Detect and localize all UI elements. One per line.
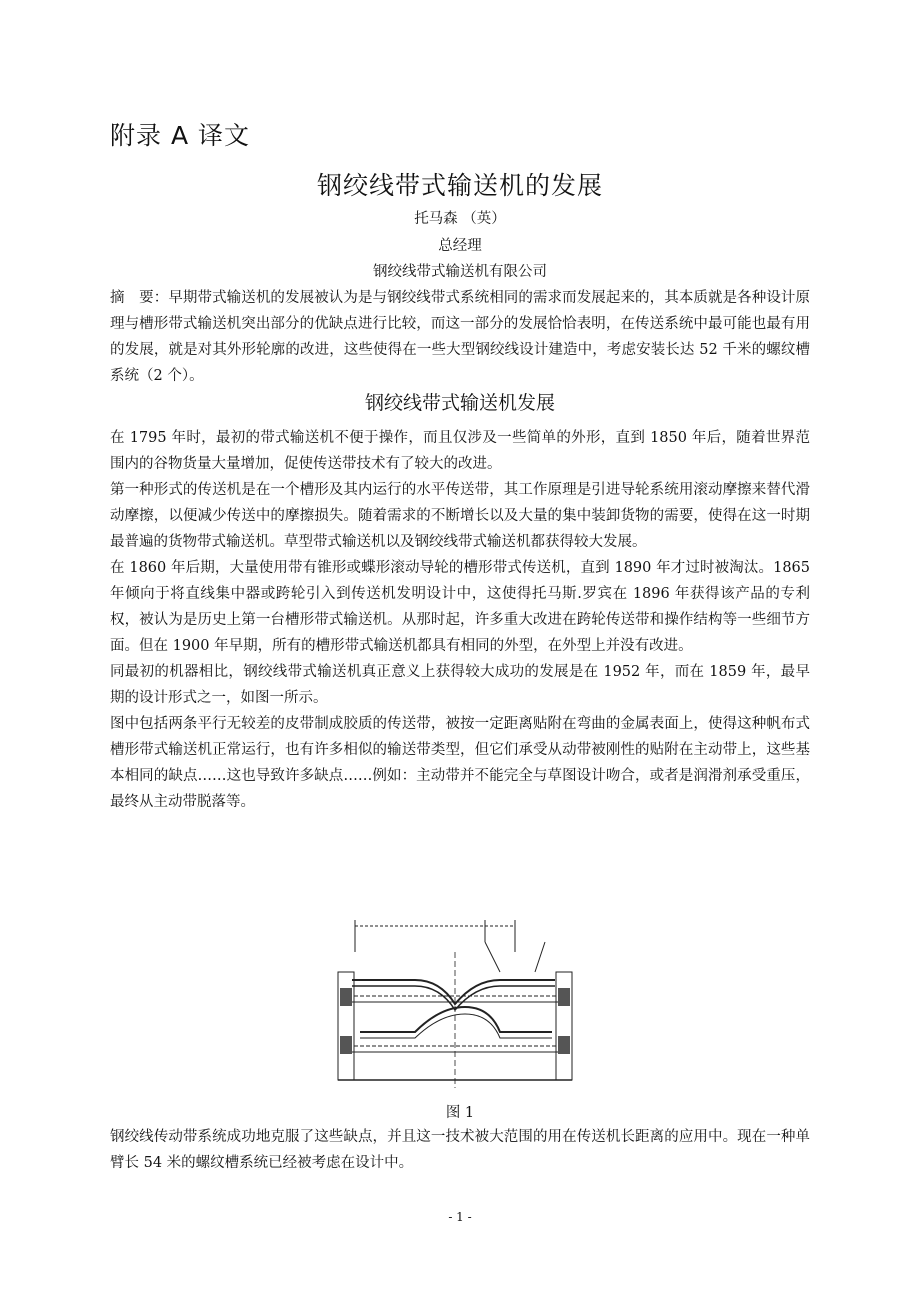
page-number: - 1 - — [448, 1210, 472, 1224]
appendix-title: 附录 A 译文 — [110, 121, 250, 150]
paragraph: 在 1795 年时，最初的带式输送机不便于操作，而且仅涉及一些简单的外形，直到 1850 年后，随着世界范围内的谷物货量大量增加，促使传送带技术有了较大的改进。 — [110, 430, 810, 472]
page-title: 钢绞线带式输送机的发展 — [316, 171, 603, 200]
paragraph: 在 1860 年后期，大量使用带有锥形或蝶形滚动导轮的槽形带式传送机，直到 1890 年才过时被淘汰。1865 年倾向于将直线集中器或跨轮引入到传送机发明设计中，这使得托马斯.罗宾在 1896 年获得该产品的专利权，被认为是历史上第一台槽形带式输送机。从那时起，许多重大改进在跨轮传送带和操作结构等一些细节方面。但在 1900 年早期，所有的槽形带式输送机都具有相同的外型，在外型上并没有改进。 — [110, 560, 810, 654]
author-line: 托马森 （英） — [414, 211, 506, 227]
paragraph: 第一种形式的传送机是在一个槽形及其内运行的水平传送带，其工作原理是引进导轮系统用滚动摩擦来替代滑动摩擦，以便减少传送中的摩擦损失。随着需求的不断增长以及大量的集中装卸货物的需要，使得在这一时期最普遍的货物带式输送机。草型带式输送机以及钢绞线带式输送机都获得较大发展。 — [110, 482, 810, 550]
author-company: 钢绞线带式输送机有限公司 — [373, 264, 547, 280]
body-text — [110, 425, 810, 815]
conveyor-cross-section-drawing — [330, 912, 580, 1090]
paragraph: 图中包括两条平行无较差的皮带制成胶质的传送带，被按一定距离贴附在弯曲的金属表面上，使得这种帆布式槽形带式输送机正常运行，也有许多相似的输送带类型，但它们承受从动带被刚性的贴附在主动带上，这些基本相同的缺点……这也导致许多缺点……例如：主动带并不能完全与草图设计吻合，或者是润滑剂承受重压，最终从主动带脱落等。 — [110, 716, 810, 810]
author-position: 总经理 — [438, 238, 482, 254]
figure-caption: 图 1 — [445, 1105, 475, 1121]
paragraph: 钢绞线传动带系统成功地克服了这些缺点，并且这一技术被大范围的用在传送机长距离的应用中。现在一种单臂长 54 米的螺纹槽系统已经被考虑在设计中。 — [110, 1129, 810, 1171]
paragraph: 同最初的机器相比，钢绞线带式输送机真正意义上获得较大成功的发展是在 1952 年，而在 1859 年，最早期的设计形式之一，如图一所示。 — [110, 664, 810, 706]
figure-conveyor-drawing — [330, 912, 580, 1090]
body-text-continued — [110, 1124, 810, 1176]
abstract: 摘 要：早期带式输送机的发展被认为是与钢绞线带式系统相同的需求而发展起来的，其本质就是各种设计原理与槽形带式输送机突出部分的优缺点进行比较，而这一部分的发展恰恰表明，在传送系统中最可能也最有用的发展，就是对其外形轮廓的改进，这些使得在一些大型钢绞线设计建造中，考虑安装长达 52 千米的螺纹槽系统（2 个）。 — [110, 290, 810, 384]
section-heading: 钢绞线带式输送机发展 — [364, 392, 555, 414]
